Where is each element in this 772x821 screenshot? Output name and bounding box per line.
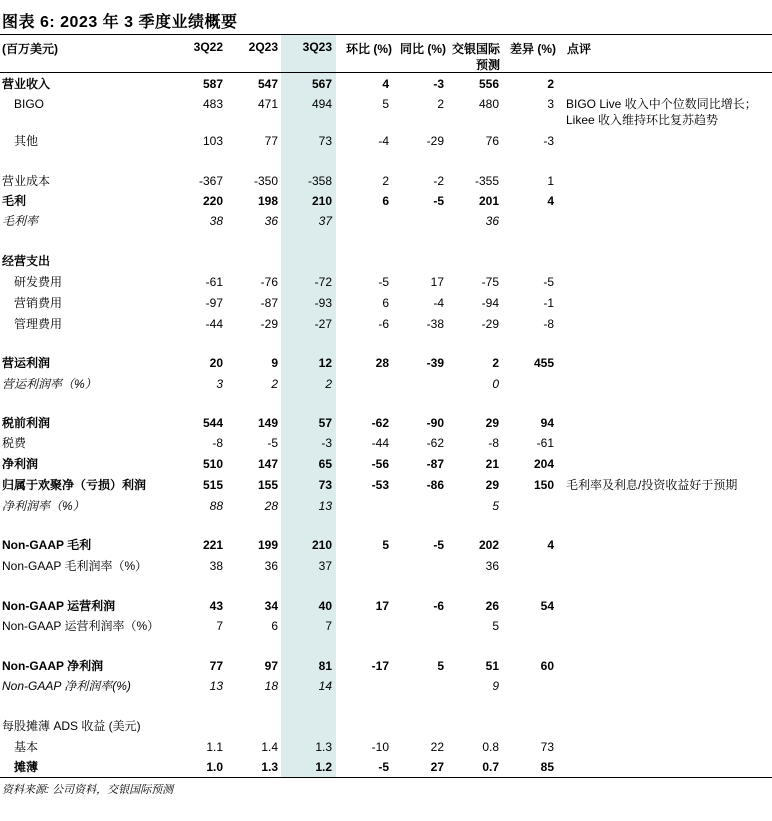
cell-3q23: 210: [311, 538, 332, 552]
cell-diff: 60: [540, 659, 554, 673]
cell-2q23: 1.3: [261, 760, 278, 774]
cell-2q23: 147: [257, 457, 278, 471]
cell-yoy: -29: [426, 134, 444, 148]
cell-qoq: 28: [375, 356, 389, 370]
cell-2q23: 199: [257, 538, 278, 552]
row-label: Non-GAAP 运营利润率（%）: [2, 619, 160, 633]
cell-2q23: 18: [264, 679, 278, 693]
cell-estimate: 26: [485, 599, 499, 613]
header-3q22: 3Q22: [193, 40, 223, 54]
row-label: 经营支出: [2, 254, 51, 268]
cell-3q23: 57: [318, 416, 332, 430]
cell-3q23: 81: [318, 659, 332, 673]
cell-diff: 54: [540, 599, 554, 613]
cell-3q22: 1.0: [206, 760, 223, 774]
cell-2q23: 198: [257, 194, 278, 208]
cell-3q23: 40: [318, 599, 332, 613]
cell-diff: 1: [547, 174, 554, 188]
row-comment-line2: Likee 收入维持环比复苏趋势: [566, 113, 719, 127]
cell-3q23: 37: [318, 559, 332, 573]
cell-yoy: -87: [426, 457, 444, 471]
row-label: 营运利润: [2, 356, 51, 370]
cell-yoy: -6: [433, 599, 444, 613]
cell-yoy: -38: [426, 317, 444, 331]
cell-estimate: 29: [485, 416, 499, 430]
cell-yoy: 17: [430, 275, 444, 289]
cell-qoq: -10: [371, 740, 389, 754]
bottom-rule: [0, 777, 772, 778]
cell-estimate: 556: [478, 77, 499, 91]
row-label: 毛利: [2, 194, 27, 208]
cell-qoq: -17: [371, 659, 389, 673]
cell-2q23: 28: [264, 499, 278, 513]
row-label: 营业成本: [2, 174, 51, 188]
cell-yoy: 2: [437, 97, 444, 111]
cell-yoy: 5: [437, 659, 444, 673]
header-3q23: 3Q23: [302, 40, 332, 54]
cell-estimate: -29: [481, 317, 499, 331]
cell-diff: 2: [547, 77, 554, 91]
cell-estimate: 480: [478, 97, 499, 111]
cell-estimate: 29: [485, 478, 499, 492]
cell-3q22: 13: [209, 679, 223, 693]
cell-estimate: 21: [485, 457, 499, 471]
cell-estimate: 2: [492, 356, 499, 370]
cell-2q23: -350: [253, 174, 278, 188]
row-label: 营业收入: [2, 77, 51, 91]
cell-qoq: -5: [378, 760, 389, 774]
cell-3q22: 220: [202, 194, 223, 208]
cell-diff: -61: [536, 436, 554, 450]
row-comment: 毛利率及利息/投资收益好于预期: [566, 478, 738, 492]
cell-2q23: 34: [264, 599, 278, 613]
cell-3q23: 7: [325, 619, 332, 633]
cell-3q22: -61: [205, 275, 223, 289]
cell-3q22: 43: [209, 599, 223, 613]
cell-qoq: -53: [371, 478, 389, 492]
source-note: 资料来源: 公司资料，交银国际预测: [2, 784, 174, 796]
header-estimate-line1: 交银国际: [451, 42, 500, 56]
cell-3q23: 1.2: [315, 760, 332, 774]
cell-2q23: 9: [271, 356, 278, 370]
cell-yoy: -5: [433, 194, 444, 208]
cell-diff: 204: [533, 457, 554, 471]
header-qoq: 环比 (%): [346, 42, 392, 56]
cell-diff: -5: [543, 275, 554, 289]
cell-estimate: 0.8: [482, 740, 499, 754]
cell-estimate: -94: [481, 296, 499, 310]
cell-yoy: 27: [430, 760, 444, 774]
cell-estimate: 0.7: [482, 760, 499, 774]
cell-3q23: 73: [318, 478, 332, 492]
cell-3q23: 14: [318, 679, 332, 693]
cell-estimate: 5: [492, 619, 499, 633]
row-label: 税费: [2, 436, 27, 450]
row-label: 管理费用: [14, 317, 63, 331]
cell-qoq: 6: [382, 296, 389, 310]
row-label: 营销费用: [14, 296, 63, 310]
cell-2q23: 97: [264, 659, 278, 673]
cell-estimate: 5: [492, 499, 499, 513]
header-2q23: 2Q23: [248, 40, 278, 54]
header-diff: 差异 (%): [510, 42, 556, 56]
row-label: 毛利率: [2, 214, 39, 228]
cell-estimate: 36: [485, 559, 499, 573]
cell-estimate: -75: [481, 275, 499, 289]
cell-3q22: -97: [205, 296, 223, 310]
cell-3q23: 494: [311, 97, 332, 111]
cell-2q23: 155: [257, 478, 278, 492]
header-rule: [0, 72, 772, 73]
header-comment: 点评: [567, 42, 592, 56]
cell-2q23: -87: [260, 296, 278, 310]
cell-3q23: 2: [325, 377, 332, 391]
header-yoy: 同比 (%): [400, 42, 446, 56]
cell-diff: 150: [533, 478, 554, 492]
cell-3q22: 1.1: [206, 740, 223, 754]
row-label: 摊薄: [14, 760, 39, 774]
cell-yoy: -86: [426, 478, 444, 492]
cell-estimate: -355: [474, 174, 499, 188]
row-label: 归属于欢聚净（亏损）利润: [2, 478, 147, 492]
cell-3q23: 13: [318, 499, 332, 513]
row-comment: BIGO Live 收入中个位数同比增长；: [566, 97, 757, 111]
cell-3q23: -358: [307, 174, 332, 188]
row-label: 其他: [14, 134, 39, 148]
cell-qoq: -6: [378, 317, 389, 331]
row-label: 净利润率（%）: [2, 499, 85, 513]
cell-2q23: -5: [267, 436, 278, 450]
figure-title: 图表 6: 2023 年 3 季度业绩概要: [2, 14, 238, 31]
row-label: Non-GAAP 净利润: [2, 659, 104, 673]
cell-3q23: 567: [311, 77, 332, 91]
cell-yoy: -90: [426, 416, 444, 430]
cell-estimate: 36: [485, 214, 499, 228]
row-label: 净利润: [2, 457, 39, 471]
cell-3q22: 3: [216, 377, 223, 391]
row-label: 营运利润率（%）: [2, 377, 97, 391]
header-unit: (百万美元): [2, 42, 58, 56]
row-label: Non-GAAP 运营利润: [2, 599, 116, 613]
row-label: Non-GAAP 净利润率(%): [2, 679, 131, 693]
cell-qoq: -44: [371, 436, 389, 450]
cell-yoy: -2: [433, 174, 444, 188]
top-rule: [0, 34, 772, 35]
cell-3q22: 221: [202, 538, 223, 552]
cell-3q22: 77: [209, 659, 223, 673]
cell-estimate: 76: [485, 134, 499, 148]
cell-3q23: 73: [318, 134, 332, 148]
cell-3q23: 37: [318, 214, 332, 228]
cell-qoq: 6: [382, 194, 389, 208]
cell-diff: 455: [533, 356, 554, 370]
cell-qoq: -56: [371, 457, 389, 471]
cell-estimate: 201: [478, 194, 499, 208]
cell-qoq: -62: [371, 416, 389, 430]
row-label: Non-GAAP 毛利润率（%）: [2, 559, 148, 573]
cell-3q22: -8: [212, 436, 223, 450]
cell-3q22: 88: [209, 499, 223, 513]
row-label: 研发费用: [14, 275, 63, 289]
cell-yoy: -5: [433, 538, 444, 552]
cell-3q22: 7: [216, 619, 223, 633]
cell-qoq: 5: [382, 97, 389, 111]
cell-3q23: -72: [314, 275, 332, 289]
cell-2q23: 547: [257, 77, 278, 91]
cell-yoy: -3: [433, 77, 444, 91]
cell-diff: 85: [540, 760, 554, 774]
cell-estimate: 202: [478, 538, 499, 552]
cell-3q23: -93: [314, 296, 332, 310]
cell-qoq: 17: [375, 599, 389, 613]
cell-3q23: -27: [314, 317, 332, 331]
cell-diff: 4: [547, 194, 554, 208]
cell-2q23: 471: [257, 97, 278, 111]
cell-3q23: 210: [311, 194, 332, 208]
cell-diff: 4: [547, 538, 554, 552]
cell-estimate: 9: [492, 679, 499, 693]
cell-diff: 73: [540, 740, 554, 754]
row-label: BIGO: [14, 97, 45, 111]
cell-2q23: -76: [260, 275, 278, 289]
cell-3q23: -3: [321, 436, 332, 450]
row-label: Non-GAAP 毛利: [2, 538, 92, 552]
cell-3q22: 38: [209, 214, 223, 228]
cell-2q23: -29: [260, 317, 278, 331]
cell-diff: -3: [543, 134, 554, 148]
cell-diff: 94: [540, 416, 554, 430]
row-label: 每股摊薄 ADS 收益 (美元): [2, 719, 141, 733]
cell-qoq: 2: [382, 174, 389, 188]
cell-estimate: 51: [485, 659, 499, 673]
cell-2q23: 2: [271, 377, 278, 391]
cell-3q22: 587: [202, 77, 223, 91]
cell-2q23: 149: [257, 416, 278, 430]
cell-yoy: -39: [426, 356, 444, 370]
header-estimate-line2: 预测: [475, 58, 500, 72]
cell-qoq: -5: [378, 275, 389, 289]
row-label: 税前利润: [2, 416, 51, 430]
cell-estimate: 0: [492, 377, 499, 391]
cell-qoq: 5: [382, 538, 389, 552]
cell-qoq: 4: [382, 77, 389, 91]
cell-3q22: -44: [205, 317, 223, 331]
cell-3q23: 1.3: [315, 740, 332, 754]
cell-diff: -8: [543, 317, 554, 331]
cell-diff: -1: [543, 296, 554, 310]
cell-3q22: 510: [202, 457, 223, 471]
cell-2q23: 1.4: [261, 740, 278, 754]
cell-2q23: 36: [264, 559, 278, 573]
cell-3q22: 544: [202, 416, 223, 430]
cell-3q22: -367: [198, 174, 223, 188]
cell-3q23: 65: [318, 457, 332, 471]
cell-yoy: 22: [430, 740, 444, 754]
cell-yoy: -62: [426, 436, 444, 450]
cell-3q22: 38: [209, 559, 223, 573]
cell-3q22: 483: [202, 97, 223, 111]
cell-3q23: 12: [318, 356, 332, 370]
cell-qoq: -4: [378, 134, 389, 148]
cell-3q22: 103: [202, 134, 223, 148]
cell-estimate: -8: [488, 436, 499, 450]
row-label: 基本: [14, 740, 39, 754]
cell-yoy: -4: [433, 296, 444, 310]
cell-2q23: 6: [271, 619, 278, 633]
cell-2q23: 77: [264, 134, 278, 148]
cell-3q22: 515: [202, 478, 223, 492]
cell-2q23: 36: [264, 214, 278, 228]
cell-diff: 3: [547, 97, 554, 111]
cell-3q22: 20: [209, 356, 223, 370]
